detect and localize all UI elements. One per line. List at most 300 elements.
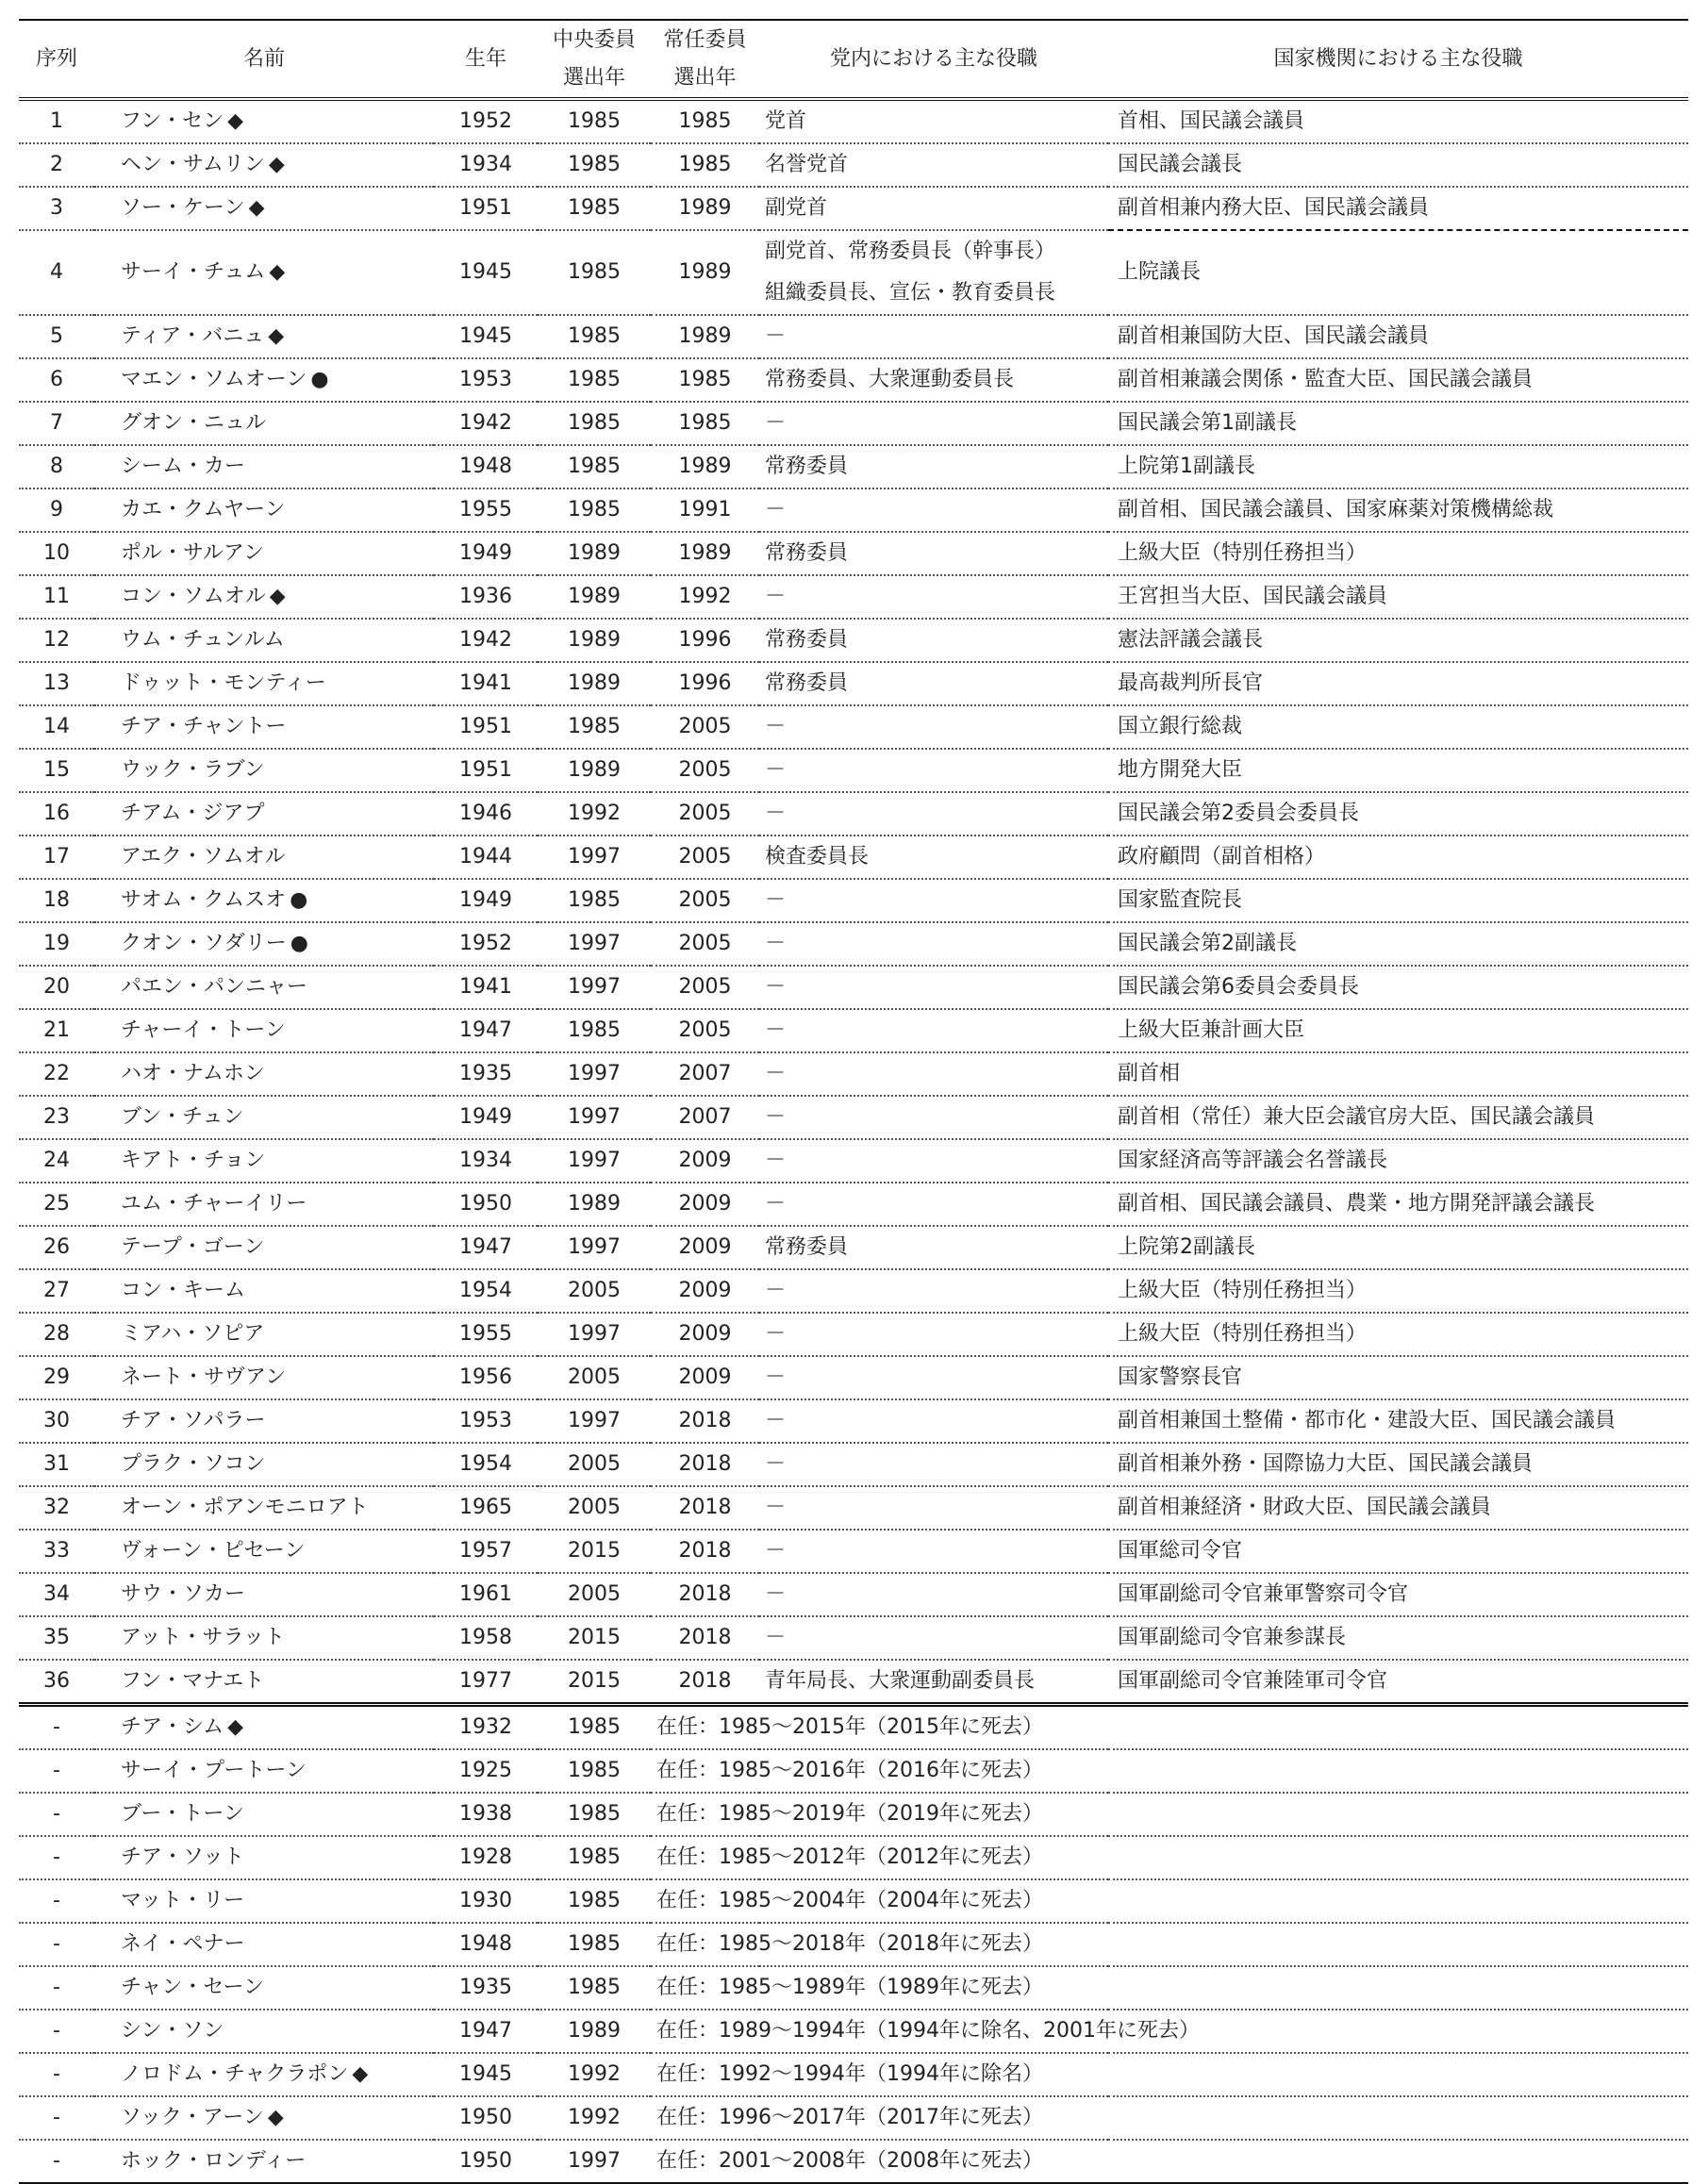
birth-year-cell: 1934 xyxy=(434,1139,538,1183)
birth-year-cell: 1930 xyxy=(434,1879,538,1923)
party-role-line1: 副党首、常務委員長（幹事長） xyxy=(765,240,1056,263)
cc-year-cell: 1985 xyxy=(538,1923,651,1966)
birth-year-cell: 1952 xyxy=(434,922,538,966)
cc-year-cell: 1985 xyxy=(538,315,651,358)
state-role-cell: 国民議会第1副議長 xyxy=(1108,402,1688,445)
name-cell xyxy=(94,1486,434,1530)
cc-year-cell: 2005 xyxy=(538,1269,651,1313)
birth-year-cell: 1961 xyxy=(434,1573,538,1616)
state-role-cell: 国軍副総司令官兼軍警察司令官 xyxy=(1108,1573,1688,1616)
person-name: サオム・クムスオ xyxy=(121,888,287,912)
name-cell xyxy=(94,143,434,187)
seq-cell: 9 xyxy=(19,488,94,532)
cc-year-cell: 1985 xyxy=(538,402,651,445)
tenure-note-cell: 在任：1992～1994年（1994年に除名） xyxy=(651,2053,1688,2096)
name-cell xyxy=(94,1443,434,1486)
header-cc xyxy=(538,20,651,99)
header-sc xyxy=(651,20,759,99)
person-name: ウック・ラブン xyxy=(121,758,265,782)
cc-year-cell: 1985 xyxy=(538,1879,651,1923)
name-cell xyxy=(94,662,434,705)
person-name: チャーイ・トーン xyxy=(121,1018,286,1042)
seq-cell: 22 xyxy=(19,1052,94,1096)
table-row xyxy=(19,662,1688,705)
table-row xyxy=(19,315,1688,358)
person-name: パエン・パンニャー xyxy=(121,975,308,999)
tenure-note-cell: 在任：1985～2019年（2019年に死去） xyxy=(651,1793,1688,1836)
state-role-cell: 副首相兼国土整備・都市化・建設大臣、国民議会議員 xyxy=(1108,1399,1688,1443)
party-role-cell: － xyxy=(759,1573,1108,1616)
seq-cell: 10 xyxy=(19,532,94,575)
cc-year-cell: 1997 xyxy=(538,966,651,1009)
person-name: ドゥット・モンティー xyxy=(121,671,326,695)
sc-year-cell: 2018 xyxy=(651,1486,759,1530)
party-role-cell: 名誉党首 xyxy=(759,143,1108,187)
person-name: チャン・セーン xyxy=(121,1976,265,1999)
seq-cell: - xyxy=(19,2010,94,2053)
name-cell xyxy=(94,922,434,966)
former-member-row xyxy=(19,1705,1688,1750)
table-row xyxy=(19,1573,1688,1616)
state-role-cell: 副首相（常任）兼大臣会議官房大臣、国民議会議員 xyxy=(1108,1096,1688,1139)
sc-year-cell: 2005 xyxy=(651,879,759,922)
table-row xyxy=(19,99,1688,143)
person-name: ネイ・ペナー xyxy=(121,1932,245,1956)
tenure-note-cell: 在任：1985～2004年（2004年に死去） xyxy=(651,1879,1688,1923)
party-role-cell: － xyxy=(759,315,1108,358)
cc-year-cell: 1985 xyxy=(538,230,651,315)
state-role-cell: 副首相兼議会関係・監査大臣、国民議会議員 xyxy=(1108,358,1688,402)
birth-year-cell: 1941 xyxy=(434,662,538,705)
birth-year-cell: 1950 xyxy=(434,2140,538,2183)
name-cell xyxy=(94,1705,434,1750)
seq-cell: 27 xyxy=(19,1269,94,1313)
person-name: アエク・ソムオル xyxy=(121,845,286,869)
cc-year-cell: 1992 xyxy=(538,2053,651,2096)
header-cc-line2: 選出年 xyxy=(562,65,625,90)
seq-cell: 19 xyxy=(19,922,94,966)
table-row xyxy=(19,445,1688,488)
seq-cell: 1 xyxy=(19,99,94,143)
name-cell xyxy=(94,1226,434,1269)
header-party: 党内における主な役職 xyxy=(759,20,1108,99)
cc-year-cell: 1989 xyxy=(538,2010,651,2053)
table-row xyxy=(19,1096,1688,1139)
sc-year-cell: 2009 xyxy=(651,1269,759,1313)
birth-year-cell: 1957 xyxy=(434,1530,538,1573)
state-role-cell: 国家警察長官 xyxy=(1108,1356,1688,1399)
seq-cell: 4 xyxy=(19,230,94,315)
state-role-cell: 国立銀行総裁 xyxy=(1108,705,1688,749)
sc-year-cell: 2018 xyxy=(651,1443,759,1486)
tenure-note-cell: 在任：1989～1994年（1994年に除名、2001年に死去） xyxy=(651,2010,1688,2053)
header-state: 国家機関における主な役職 xyxy=(1108,20,1688,99)
name-cell xyxy=(94,1793,434,1836)
party-role-cell xyxy=(759,230,1108,315)
birth-year-cell: 1947 xyxy=(434,1009,538,1052)
birth-year-cell: 1928 xyxy=(434,1836,538,1879)
person-name: グオン・ニュル xyxy=(121,411,267,435)
cc-year-cell: 1997 xyxy=(538,1096,651,1139)
person-name: カエ・クムヤーン xyxy=(121,498,286,521)
party-role-cell: － xyxy=(759,1009,1108,1052)
table-row xyxy=(19,1139,1688,1183)
diamond-mark-icon: ◆ xyxy=(227,1715,244,1739)
cc-year-cell: 1997 xyxy=(538,2140,651,2183)
cc-year-cell: 2005 xyxy=(538,1573,651,1616)
birth-year-cell: 1951 xyxy=(434,705,538,749)
birth-year-cell: 1977 xyxy=(434,1660,538,1705)
seq-cell: 7 xyxy=(19,402,94,445)
cc-year-cell: 1985 xyxy=(538,1836,651,1879)
name-cell xyxy=(94,1923,434,1966)
cc-year-cell: 2005 xyxy=(538,1443,651,1486)
person-name: ブン・チュン xyxy=(121,1105,244,1129)
person-name: キアト・チョン xyxy=(121,1149,266,1172)
name-cell xyxy=(94,532,434,575)
party-role-cell: 党首 xyxy=(759,99,1108,143)
table-row xyxy=(19,966,1688,1009)
name-cell xyxy=(94,1879,434,1923)
birth-year-cell: 1947 xyxy=(434,1226,538,1269)
seq-cell: 17 xyxy=(19,836,94,879)
sc-year-cell: 2009 xyxy=(651,1183,759,1226)
birth-year-cell: 1925 xyxy=(434,1749,538,1793)
seq-cell: - xyxy=(19,1705,94,1750)
name-cell xyxy=(94,619,434,662)
person-name: ブー・トーン xyxy=(121,1802,244,1826)
diamond-mark-icon: ◆ xyxy=(269,585,286,608)
cc-year-cell: 2015 xyxy=(538,1616,651,1660)
party-role-cell: － xyxy=(759,792,1108,836)
person-name: ミアハ・ソピア xyxy=(121,1322,265,1346)
state-role-cell: 憲法評議会議長 xyxy=(1108,619,1688,662)
birth-year-cell: 1954 xyxy=(434,1443,538,1486)
cc-year-cell: 1985 xyxy=(538,1966,651,2010)
sc-year-cell: 1991 xyxy=(651,488,759,532)
sc-year-cell: 2007 xyxy=(651,1096,759,1139)
name-cell xyxy=(94,402,434,445)
former-member-row xyxy=(19,1836,1688,1879)
person-name: ソー・ケーン xyxy=(121,196,245,220)
birth-year-cell: 1958 xyxy=(434,1616,538,1660)
party-role-cell: － xyxy=(759,1139,1108,1183)
table-row xyxy=(19,488,1688,532)
seq-cell: 2 xyxy=(19,143,94,187)
party-role-cell: 副党首 xyxy=(759,187,1108,230)
former-member-row xyxy=(19,2140,1688,2183)
state-role-cell: 国軍副総司令官兼陸軍司令官 xyxy=(1108,1660,1688,1705)
cc-year-cell: 1992 xyxy=(538,792,651,836)
name-cell xyxy=(94,1573,434,1616)
birth-year-cell: 1935 xyxy=(434,1966,538,2010)
tenure-note-cell: 在任：1985～2018年（2018年に死去） xyxy=(651,1923,1688,1966)
table-row xyxy=(19,792,1688,836)
cc-year-cell: 1997 xyxy=(538,922,651,966)
sc-year-cell: 2005 xyxy=(651,836,759,879)
sc-year-cell: 1989 xyxy=(651,445,759,488)
cc-year-cell: 1985 xyxy=(538,488,651,532)
birth-year-cell: 1946 xyxy=(434,792,538,836)
cc-year-cell: 1985 xyxy=(538,879,651,922)
birth-year-cell: 1965 xyxy=(434,1486,538,1530)
birth-year-cell: 1945 xyxy=(434,315,538,358)
birth-year-cell: 1955 xyxy=(434,488,538,532)
seq-cell: - xyxy=(19,1879,94,1923)
sc-year-cell: 2005 xyxy=(651,792,759,836)
sc-year-cell: 1992 xyxy=(651,575,759,619)
party-role-cell: － xyxy=(759,879,1108,922)
state-role-cell: 王宮担当大臣、国民議会議員 xyxy=(1108,575,1688,619)
birth-year-cell: 1934 xyxy=(434,143,538,187)
birth-year-cell: 1941 xyxy=(434,966,538,1009)
party-role-cell: － xyxy=(759,1313,1108,1356)
name-cell xyxy=(94,445,434,488)
document-page xyxy=(19,19,1688,2184)
party-role-cell: － xyxy=(759,1530,1108,1573)
party-role-cell: 常務委員 xyxy=(759,1226,1108,1269)
cc-year-cell: 2005 xyxy=(538,1356,651,1399)
birth-year-cell: 1952 xyxy=(434,99,538,143)
former-member-row xyxy=(19,1966,1688,2010)
person-name: ユム・チャーイリー xyxy=(121,1192,307,1216)
state-role-cell: 国民議会第6委員会委員長 xyxy=(1108,966,1688,1009)
birth-year-cell: 1953 xyxy=(434,358,538,402)
name-cell xyxy=(94,187,434,230)
sc-year-cell: 2005 xyxy=(651,922,759,966)
sc-year-cell: 1985 xyxy=(651,99,759,143)
state-role-cell: 国軍総司令官 xyxy=(1108,1530,1688,1573)
header-birth: 生年 xyxy=(434,20,538,99)
name-cell xyxy=(94,1139,434,1183)
seq-cell: 14 xyxy=(19,705,94,749)
table-row xyxy=(19,879,1688,922)
table-row xyxy=(19,1269,1688,1313)
sc-year-cell: 1989 xyxy=(651,315,759,358)
sc-year-cell: 1989 xyxy=(651,230,759,315)
party-role-cell: － xyxy=(759,966,1108,1009)
seq-cell: 11 xyxy=(19,575,94,619)
person-name: クオン・ソダリー xyxy=(121,932,287,955)
party-role-cell: － xyxy=(759,1269,1108,1313)
birth-year-cell: 1954 xyxy=(434,1269,538,1313)
person-name: マエン・ソムオーン xyxy=(121,368,307,391)
seq-cell: 8 xyxy=(19,445,94,488)
person-name: チア・チャントー xyxy=(121,715,287,738)
name-cell xyxy=(94,1009,434,1052)
tenure-note-cell: 在任：1985～2012年（2012年に死去） xyxy=(651,1836,1688,1879)
cc-year-cell: 1989 xyxy=(538,749,651,792)
seq-cell: 35 xyxy=(19,1616,94,1660)
cc-year-cell: 1985 xyxy=(538,1793,651,1836)
cc-year-cell: 1997 xyxy=(538,1052,651,1096)
person-name: ノロドム・チャクラポン xyxy=(121,2062,349,2086)
cc-year-cell: 1989 xyxy=(538,532,651,575)
sc-year-cell: 1996 xyxy=(651,662,759,705)
state-role-cell: 上院議長 xyxy=(1108,230,1688,315)
birth-year-cell: 1949 xyxy=(434,879,538,922)
person-name: ヘン・サムリン xyxy=(121,153,265,176)
table-row xyxy=(19,1443,1688,1486)
former-member-row xyxy=(19,2096,1688,2140)
sc-year-cell: 1985 xyxy=(651,358,759,402)
former-member-row xyxy=(19,1923,1688,1966)
state-role-cell: 地方開発大臣 xyxy=(1108,749,1688,792)
name-cell xyxy=(94,705,434,749)
seq-cell: 21 xyxy=(19,1009,94,1052)
name-cell xyxy=(94,315,434,358)
person-name: アット・サラット xyxy=(121,1626,286,1649)
sc-year-cell: 2018 xyxy=(651,1616,759,1660)
name-cell xyxy=(94,1836,434,1879)
seq-cell: - xyxy=(19,1966,94,2010)
name-cell xyxy=(94,836,434,879)
former-member-row xyxy=(19,2010,1688,2053)
cc-year-cell: 1985 xyxy=(538,187,651,230)
table-row xyxy=(19,1616,1688,1660)
person-name: コン・キーム xyxy=(121,1279,246,1302)
sc-year-cell: 2018 xyxy=(651,1530,759,1573)
name-cell xyxy=(94,879,434,922)
state-role-cell: 副首相、国民議会議員、農業・地方開発評議会議長 xyxy=(1108,1183,1688,1226)
diamond-mark-icon: ◆ xyxy=(227,109,244,133)
table-row xyxy=(19,187,1688,230)
state-role-cell: 国民議会第2委員会委員長 xyxy=(1108,792,1688,836)
cc-year-cell: 1985 xyxy=(538,1009,651,1052)
name-cell xyxy=(94,1356,434,1399)
seq-cell: 32 xyxy=(19,1486,94,1530)
birth-year-cell: 1936 xyxy=(434,575,538,619)
person-name: チア・シム xyxy=(121,1715,224,1739)
sc-year-cell: 2018 xyxy=(651,1660,759,1705)
person-name: ウム・チュンルム xyxy=(121,628,285,652)
members-body xyxy=(19,99,1688,1705)
state-role-cell: 国家監査院長 xyxy=(1108,879,1688,922)
table-row xyxy=(19,1313,1688,1356)
party-role-cell: 常務委員 xyxy=(759,445,1108,488)
cc-year-cell: 1989 xyxy=(538,575,651,619)
header-cc-line1: 中央委員 xyxy=(552,27,636,52)
name-cell xyxy=(94,1183,434,1226)
person-name: ハオ・ナムホン xyxy=(121,1062,265,1085)
tenure-note-cell: 在任：1985～2016年（2016年に死去） xyxy=(651,1749,1688,1793)
table-row xyxy=(19,705,1688,749)
name-cell xyxy=(94,1966,434,2010)
birth-year-cell: 1951 xyxy=(434,749,538,792)
state-role-cell: 政府顧問（副首相格） xyxy=(1108,836,1688,879)
table-row xyxy=(19,1399,1688,1443)
seq-cell: - xyxy=(19,1923,94,1966)
name-cell xyxy=(94,749,434,792)
person-name: ポル・サルアン xyxy=(121,541,265,565)
seq-cell: 16 xyxy=(19,792,94,836)
cc-year-cell: 1997 xyxy=(538,1139,651,1183)
cc-year-cell: 1997 xyxy=(538,1226,651,1269)
party-role-cell: － xyxy=(759,488,1108,532)
seq-cell: - xyxy=(19,2096,94,2140)
birth-year-cell: 1951 xyxy=(434,187,538,230)
seq-cell: 18 xyxy=(19,879,94,922)
table-row xyxy=(19,749,1688,792)
former-member-row xyxy=(19,2053,1688,2096)
party-role-cell: － xyxy=(759,402,1108,445)
birth-year-cell: 1942 xyxy=(434,402,538,445)
party-role-cell: － xyxy=(759,1443,1108,1486)
birth-year-cell: 1938 xyxy=(434,1793,538,1836)
name-cell xyxy=(94,1313,434,1356)
name-cell xyxy=(94,1530,434,1573)
seq-cell: 28 xyxy=(19,1313,94,1356)
party-role-cell: － xyxy=(759,1052,1108,1096)
state-role-cell: 上院第2副議長 xyxy=(1108,1226,1688,1269)
former-member-row xyxy=(19,1749,1688,1793)
party-role-cell: － xyxy=(759,1183,1108,1226)
birth-year-cell: 1950 xyxy=(434,1183,538,1226)
state-role-cell: 副首相兼経済・財政大臣、国民議会議員 xyxy=(1108,1486,1688,1530)
cc-year-cell: 1989 xyxy=(538,619,651,662)
seq-cell: 5 xyxy=(19,315,94,358)
name-cell xyxy=(94,1269,434,1313)
birth-year-cell: 1945 xyxy=(434,2053,538,2096)
name-cell xyxy=(94,2053,434,2096)
state-role-cell: 上級大臣（特別任務担当） xyxy=(1108,1269,1688,1313)
name-cell xyxy=(94,2010,434,2053)
person-name: ティア・バニュ xyxy=(121,324,265,348)
cc-year-cell: 2005 xyxy=(538,1486,651,1530)
seq-cell: 34 xyxy=(19,1573,94,1616)
seq-cell: 24 xyxy=(19,1139,94,1183)
state-role-cell: 上級大臣（特別任務担当） xyxy=(1108,532,1688,575)
name-cell xyxy=(94,792,434,836)
cc-year-cell: 1985 xyxy=(538,143,651,187)
party-role-cell: 青年局長、大衆運動副委員長 xyxy=(759,1660,1108,1705)
table-row xyxy=(19,836,1688,879)
seq-cell: - xyxy=(19,2053,94,2096)
name-cell xyxy=(94,99,434,143)
seq-cell: 3 xyxy=(19,187,94,230)
seq-cell: 6 xyxy=(19,358,94,402)
header-seq: 序列 xyxy=(19,20,94,99)
table-row xyxy=(19,402,1688,445)
sc-year-cell: 1996 xyxy=(651,619,759,662)
birth-year-cell: 1956 xyxy=(434,1356,538,1399)
seq-cell: 25 xyxy=(19,1183,94,1226)
name-cell xyxy=(94,230,434,315)
name-cell xyxy=(94,2140,434,2183)
party-role-cell: － xyxy=(759,705,1108,749)
person-name: オーン・ポアンモニロアト xyxy=(121,1496,369,1519)
table-header xyxy=(19,20,1688,99)
cc-year-cell: 1985 xyxy=(538,445,651,488)
person-name: プラク・ソコン xyxy=(121,1452,266,1476)
state-role-cell: 副首相兼国防大臣、国民議会議員 xyxy=(1108,315,1688,358)
name-cell xyxy=(94,1096,434,1139)
state-role-cell: 副首相 xyxy=(1108,1052,1688,1096)
cc-year-cell: 2015 xyxy=(538,1530,651,1573)
person-name: ヴォーン・ピセーン xyxy=(121,1539,306,1563)
seq-cell: 12 xyxy=(19,619,94,662)
sc-year-cell: 1985 xyxy=(651,402,759,445)
cc-year-cell: 1992 xyxy=(538,2096,651,2140)
tenure-note-cell: 在任：1985～1989年（1989年に死去） xyxy=(651,1966,1688,2010)
party-role-cell: － xyxy=(759,1486,1108,1530)
birth-year-cell: 1948 xyxy=(434,1923,538,1966)
seq-cell: 36 xyxy=(19,1660,94,1705)
party-role-line2: 組織委員長、宣伝・教育委員長 xyxy=(765,281,1056,305)
state-role-cell: 上級大臣兼計画大臣 xyxy=(1108,1009,1688,1052)
table-row xyxy=(19,575,1688,619)
circle-mark-icon: ● xyxy=(290,932,308,955)
